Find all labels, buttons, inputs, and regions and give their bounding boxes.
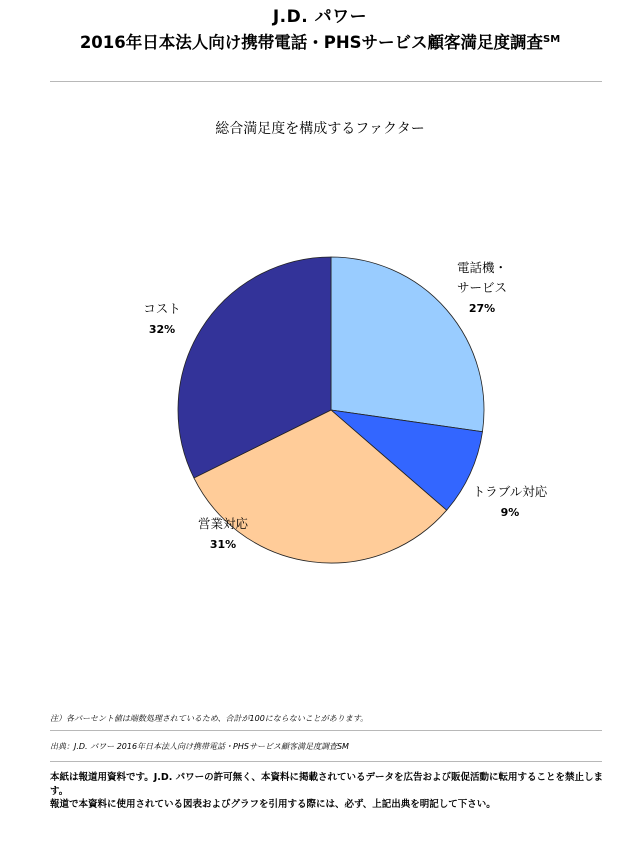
service-mark: SM [543,34,561,45]
chart-title: 総合満足度を構成するファクター [215,121,425,137]
brand-title: J.D. パワー [272,7,368,27]
slice-label-3: 営業対応 [197,516,249,531]
survey-title-text: 2016年日本法人向け携帯電話・PHSサービス顧客満足度調査 [79,33,544,52]
notice-line-2: 報道で本資料に使用されている図表およびグラフを引用する際には、必ず、上記出典を明記して下さい。 [50,799,496,810]
slice-percent-4: 32% [148,323,176,336]
slice-percent-3: 31% [209,538,237,551]
slice-label-2: トラブル対応 [472,484,548,499]
slice-percent-2: 9% [500,506,520,519]
source-divider [50,761,602,762]
source-note: 出典：J.D. パワー 2016年日本法人向け携帯電話・PHSサービス顧客満足度調査SM [50,742,349,751]
slice-label-1: 電話機・サービス [456,260,508,295]
press-notice [50,771,610,812]
rounding-note: 注）各パーセント値は端数処理されているため、合計が100にならないことがあります。 [50,714,369,723]
slice-label-4: コスト [143,301,181,316]
slice-percent-1: 27% [468,302,496,315]
notice-line-1: 本紙は報道用資料です。J.D. パワーの許可無く、本資料に掲載されているデータを広告および販促活動に転用することを禁止します。 [50,772,603,797]
note-divider [50,730,602,731]
